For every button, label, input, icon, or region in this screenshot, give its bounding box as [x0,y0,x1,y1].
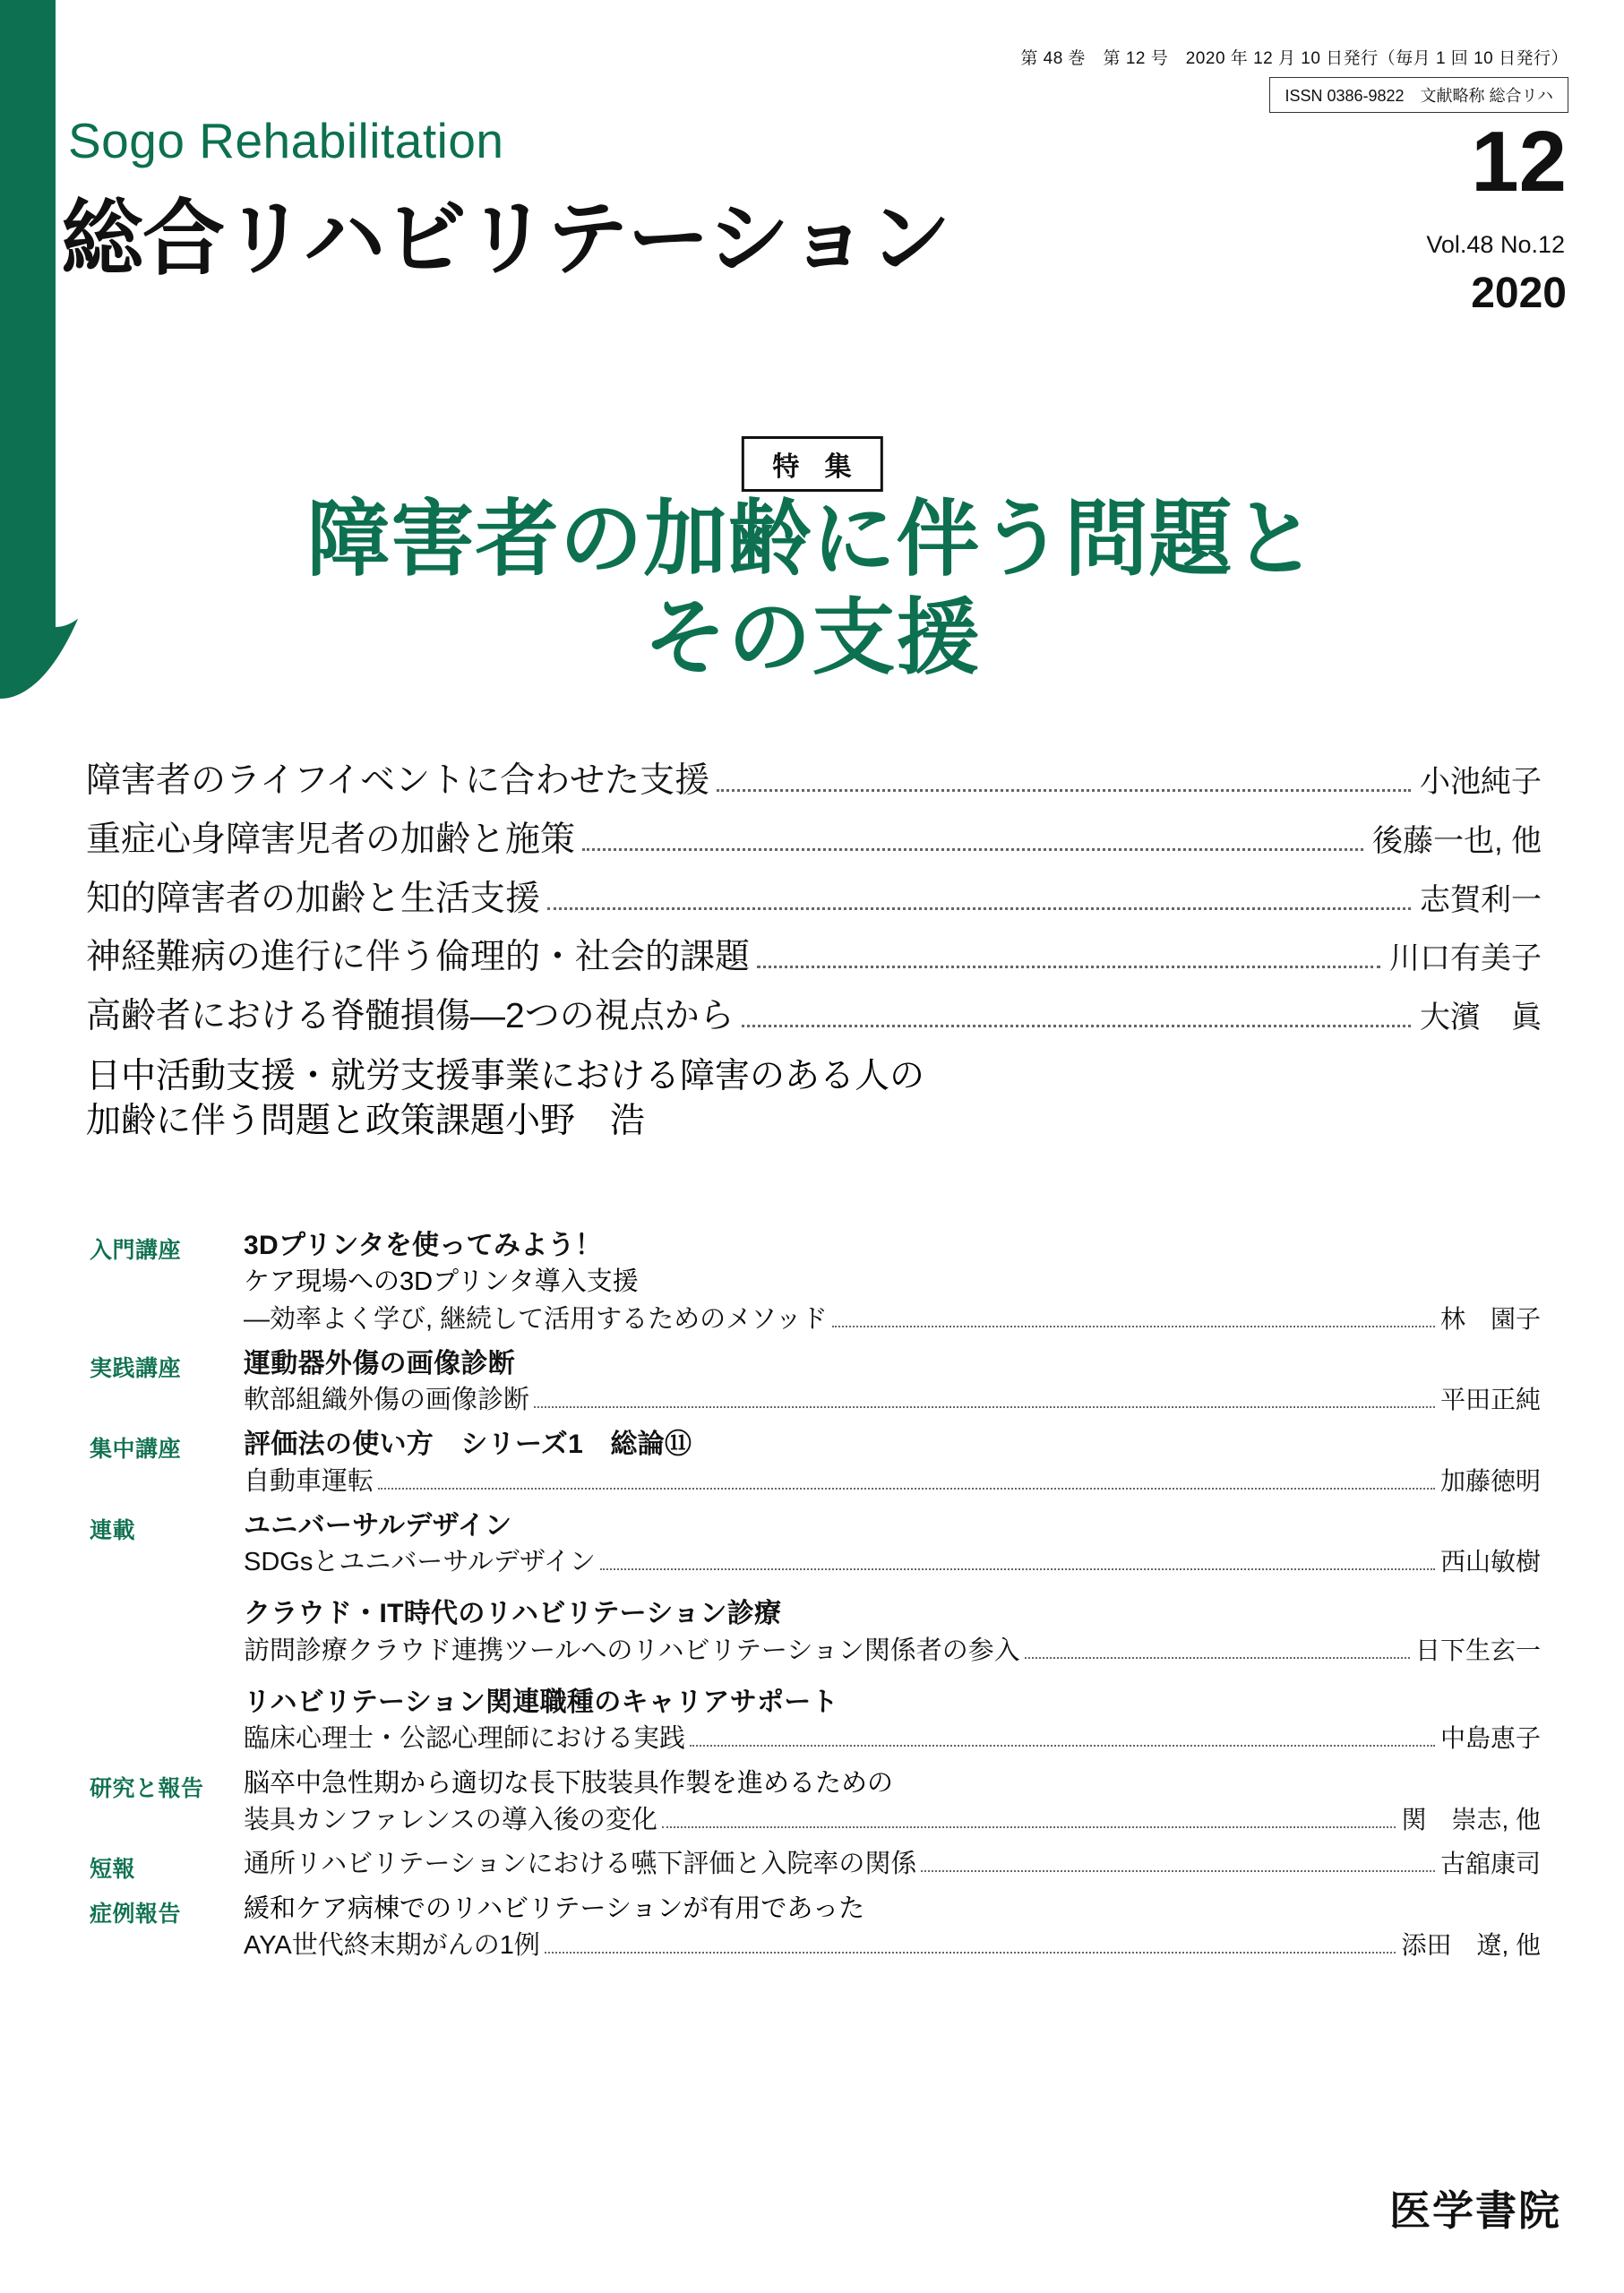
entry-subtitle-row [244,1301,1541,1338]
entry-author: 日下生玄一 [1414,1636,1541,1664]
section-row [90,1345,1541,1420]
entry-subtitle-plain: ケア現場への3Dプリンタ導入支援 [244,1267,639,1297]
feature-article-row [86,1054,1542,1145]
entry-author: 古舘康司 [1439,1849,1541,1877]
article-title: 高齢者における脊髄損傷―2つの視点から [86,997,735,1035]
leader-dots [545,1952,1396,1954]
feature-article-row [86,878,1542,922]
section-label: 実践講座 [90,1355,182,1381]
article-author: 小野 浩 [505,1102,646,1141]
entry-subtitle: SDGsとユニバーサルデザイン [244,1548,596,1577]
article-author: 大濱 眞 [1420,1001,1542,1035]
section-row [90,1891,1541,1964]
leader-dots [921,1870,1435,1872]
leader-dots [600,1568,1435,1570]
section-entry [244,1684,1541,1758]
section-entry [244,1507,1541,1582]
leader-dots [1025,1657,1410,1659]
feature-article-row [86,760,1542,803]
entry-subtitle: 訪問診療クラウド連携ツールへのリハビリテーション関係者の参入 [244,1636,1020,1665]
entry-subtitle-row [244,1464,1541,1500]
feature-title-line2: その支援 [643,590,981,684]
section-list [90,1227,1541,1971]
section-entry [244,1345,1541,1420]
leader-dots [662,1826,1396,1828]
section-row [90,1227,1541,1338]
entry-subtitle-row [244,1544,1541,1581]
section-row [90,1846,1541,1884]
entry-subtitle: 装具カンファレンスの導入後の変化 [244,1805,657,1834]
issn-box: ISSN 0386-9822 文献略称 総合リハ [1269,77,1568,113]
section-label: 集中講座 [90,1437,182,1463]
entry-subtitle: ―効率よく学び, 継続して活用するためのメソッド [244,1304,828,1334]
entry-subtitle: 自動車運転 [244,1466,374,1496]
section-entry [244,1227,1541,1338]
leader-dots [832,1326,1435,1327]
entry-title-line1: 緩和ケア病棟でのリハビリテーションが有用であった [244,1894,865,1923]
leader-dots [717,789,1411,792]
entry-title: リハビリテーション関連職種のキャリアサポート [244,1687,838,1717]
feature-article-row [86,936,1542,980]
feature-title-line1: 障害者の加齢に伴う問題と [306,493,1318,586]
entry-subtitle: 通所リハビリテーションにおける嚥下評価と入院率の関係 [244,1849,917,1878]
entry-subtitle: AYA世代終末期がんの1例 [244,1931,540,1961]
entry-author: 西山敏樹 [1439,1548,1541,1576]
section-row [90,1426,1541,1500]
issue-line: 第 48 巻 第 12 号 2020 年 12 月 10 日発行（毎月 1 回 10 日発行） [1020,49,1568,68]
entry-author: 加藤徳明 [1439,1466,1541,1495]
entry-title: 評価法の使い方 シリーズ1 総論⑪ [244,1430,692,1460]
leader-dots [582,848,1363,851]
feature-article-row [86,995,1542,1039]
section-label: 研究と報告 [90,1775,204,1801]
feature-tag: 特 集 [741,436,882,492]
section-entry [244,1426,1541,1500]
issue-month: 12 [1471,114,1567,210]
entry-subtitle: 軟部組織外傷の画像診断 [244,1386,530,1415]
article-author: 志賀利一 [1420,882,1542,917]
article-title: 障害者のライフイベントに合わせた支援 [86,761,710,800]
article-author: 後藤一也, 他 [1372,823,1542,858]
feature-title [0,491,1624,687]
entry-author: 中島恵子 [1439,1724,1541,1753]
leader-dots [742,1025,1411,1027]
section-label: 入門講座 [90,1238,182,1263]
article-author: 小池純子 [1420,765,1542,799]
leader-dots [690,1745,1435,1747]
publisher-name: 医学書院 [1389,2187,1561,2234]
entry-title: 3Dプリンタを使ってみよう！ [244,1231,603,1260]
issue-year: 2020 [1471,270,1567,317]
section-entry [244,1765,1541,1839]
entry-subtitle-row [244,1928,1541,1964]
entry-author: 林 園子 [1439,1304,1541,1333]
section-entry [244,1595,1541,1670]
entry-title: ユニバーサルデザイン [244,1510,512,1541]
article-title: 重症心身障害児者の加齢と施策 [86,820,576,859]
entry-subtitle-row [244,1721,1541,1757]
article-title-line2: 加齢に伴う問題と政策課題 [86,1102,506,1141]
entry-title: 運動器外傷の画像診断 [244,1348,515,1378]
section-entry [244,1846,1541,1883]
section-entry [244,1891,1541,1964]
section-label: 症例報告 [90,1901,182,1927]
journal-title-english: Sogo Rehabilitation [68,113,504,168]
entry-subtitle-row [244,1846,1541,1883]
entry-author: 関 崇志, 他 [1401,1805,1541,1834]
section-label: 連載 [90,1517,136,1543]
entry-subtitle: 臨床心理士・公認心理師における実践 [244,1724,686,1754]
leader-dots [534,1406,1435,1408]
entry-title: クラウド・IT時代のリハビリテーション診療 [244,1599,782,1629]
feature-article-list [86,760,1542,1160]
entry-author: 添田 遼, 他 [1401,1931,1541,1960]
article-title-line1: 日中活動支援・就労支援事業における障害のある人の [86,1056,925,1095]
leader-dots [757,966,1380,968]
article-author: 川口有美子 [1389,941,1542,976]
article-title: 知的障害者の加齢と生活支援 [86,879,541,918]
article-title: 神経難病の進行に伴う倫理的・社会的課題 [86,938,751,977]
entry-author: 平田正純 [1439,1386,1541,1414]
section-row [90,1507,1541,1758]
entry-subtitle-row [244,1382,1541,1419]
section-label: 短報 [90,1856,136,1882]
leader-dots [378,1488,1435,1490]
issue-volume-number: Vol.48 No.12 [1426,231,1565,258]
entry-subtitle-row [244,1802,1541,1839]
feature-article-row [86,819,1542,863]
entry-title-line1: 脳卒中急性期から適切な長下肢装具作製を進めるための [244,1768,894,1798]
journal-title-japanese: 総合リハビリテーション [61,193,950,285]
entry-subtitle-row [244,1633,1541,1670]
section-row [90,1765,1541,1839]
leader-dots [547,907,1411,910]
